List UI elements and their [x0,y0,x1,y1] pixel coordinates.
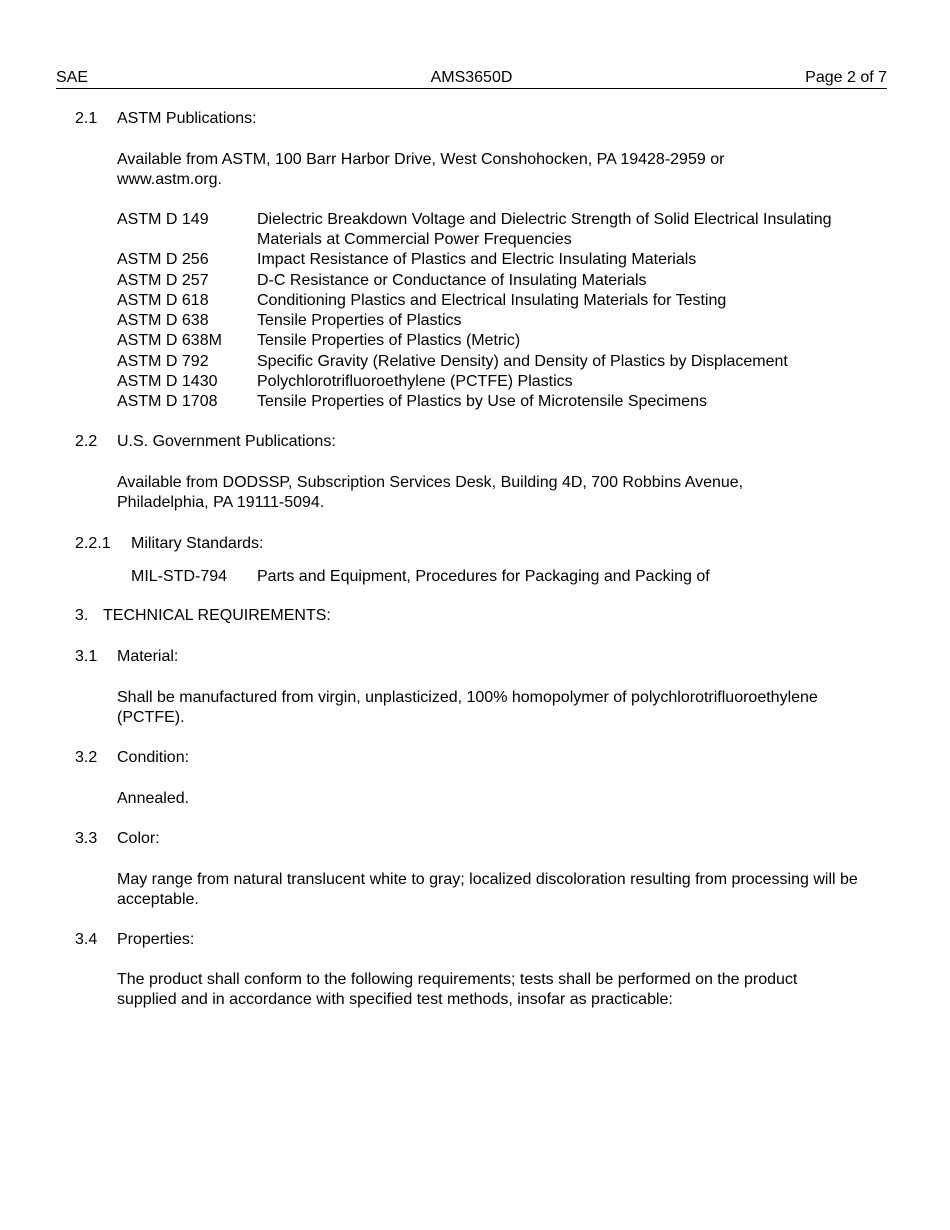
reference-code: ASTM D 256 [117,251,209,268]
reference-code: MIL-STD-794 [131,568,228,585]
government-availability-text: Available from DODSSP, Subscription Services Desk, Building 4D, 700 Robbins Avenue, Philadelphia, PA 19111-5094. [117,474,744,511]
properties-text: The product shall conform to the following requirements; tests shall be performed on the product supplied and in accordance with specified test methods, insofar as practicable: [117,971,798,1008]
header-organization: SAE [56,69,89,86]
section-title-technical-requirements: TECHNICAL REQUIREMENTS: [103,607,331,624]
material-text: Shall be manufactured from virgin, unplasticized, 100% homopolymer of polychlorotrifluoroethylene (PCTFE). [117,689,818,726]
section-number-3: 3. [75,607,89,624]
reference-title: Dielectric Breakdown Voltage and Dielectric Strength of Solid Electrical Insulating Materials at Commercial Power Frequencies [257,211,832,248]
reference-code: ASTM D 792 [117,353,209,370]
reference-title: D-C Resistance or Conductance of Insulating Materials [257,272,647,289]
section-title-material: Material: [117,648,179,665]
reference-title: Polychlorotrifluoroethylene (PCTFE) Plastics [257,373,573,390]
section-title-government-publications: U.S. Government Publications: [117,433,336,450]
reference-title: Impact Resistance of Plastics and Electric Insulating Materials [257,251,697,268]
section-number-3-1: 3.1 [75,648,98,665]
condition-text: Annealed. [117,790,190,807]
section-number-2-2: 2.2 [75,433,98,450]
reference-title: Parts and Equipment, Procedures for Packaging and Packing of [257,568,710,585]
reference-title: Conditioning Plastics and Electrical Insulating Materials for Testing [257,292,727,309]
reference-title: Tensile Properties of Plastics by Use of Microtensile Specimens [257,393,707,410]
section-title-astm-publications: ASTM Publications: [117,110,257,127]
reference-code: ASTM D 257 [117,272,209,289]
reference-code: ASTM D 1708 [117,393,218,410]
reference-title: Specific Gravity (Relative Density) and Density of Plastics by Displacement [257,353,788,370]
reference-code: ASTM D 1430 [117,373,218,390]
section-title-condition: Condition: [117,749,190,766]
color-text: May range from natural translucent white to gray; localized discoloration resulting from processing will be acceptable. [117,871,858,908]
astm-availability-text: Available from ASTM, 100 Barr Harbor Drive, West Conshohocken, PA 19428-2959 or www.astm.org. [117,151,725,188]
section-title-properties: Properties: [117,931,195,948]
reference-code: ASTM D 638M [117,332,222,349]
section-number-2-2-1: 2.2.1 [75,535,111,552]
page-header [56,68,887,89]
reference-title: Tensile Properties of Plastics [257,312,462,329]
header-page-number: Page 2 of 7 [805,69,887,86]
reference-title: Tensile Properties of Plastics (Metric) [257,332,521,349]
header-document-number: AMS3650D [430,69,513,86]
reference-code: ASTM D 638 [117,312,209,329]
section-number-3-4: 3.4 [75,931,98,948]
section-number-3-3: 3.3 [75,830,98,847]
section-title-military-standards: Military Standards: [131,535,264,552]
section-number-3-2: 3.2 [75,749,98,766]
reference-code: ASTM D 618 [117,292,209,309]
section-title-color: Color: [117,830,160,847]
section-number-2-1: 2.1 [75,110,98,127]
reference-code: ASTM D 149 [117,211,209,228]
